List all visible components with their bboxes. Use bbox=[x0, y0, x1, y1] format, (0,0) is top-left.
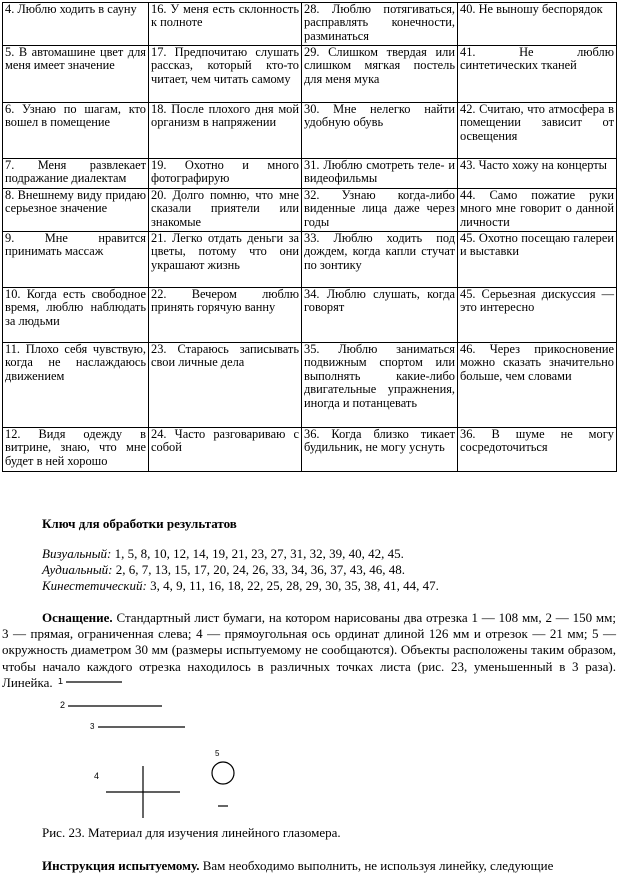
table-cell: 44. Само пожатие руки много мне говорит о данной личности bbox=[458, 189, 617, 232]
table-row bbox=[3, 3, 617, 46]
table-row bbox=[3, 159, 617, 189]
equipment-label: Оснащение. bbox=[42, 610, 113, 625]
table-cell: 30. Мне нелегко найти удобную обувь bbox=[302, 103, 458, 159]
table-cell: 12. Видя одежду в витрине, знаю, что мне будет в ней хорошо bbox=[3, 428, 149, 472]
table-cell: 6. Узнаю по шагам, кто вошел в помещение bbox=[3, 103, 149, 159]
figure-label-4: 4 bbox=[94, 771, 100, 781]
table-cell: 33. Люблю ходить под дождем, когда капли стучат по зонтику bbox=[302, 232, 458, 288]
table-cell: 4. Люблю ходить в сауну bbox=[3, 3, 149, 46]
table-cell: 11. Плохо себя чувствую, когда не наслаждаюсь движением bbox=[3, 343, 149, 428]
instruction-label: Инструкция испытуемому. bbox=[42, 858, 200, 873]
key-audial bbox=[42, 562, 602, 578]
table-cell: 7. Меня развлекает подражание диалектам bbox=[3, 159, 149, 189]
table-cell: 21. Легко отдать деньги за цветы, потому что они украшают жизнь bbox=[149, 232, 302, 288]
table-row bbox=[3, 232, 617, 288]
table-cell: 16. У меня есть склонность к полноте bbox=[149, 3, 302, 46]
circle-5 bbox=[212, 762, 234, 784]
figure-label-2: 2 bbox=[60, 700, 66, 710]
table-cell: 41. Не люблю синтетических тканей bbox=[458, 46, 617, 103]
figure-label-3: 3 bbox=[90, 722, 95, 731]
table-cell: 35. Люблю заниматься подвижным спортом или выполнять какие-либо двигательные упражнения, иногда и потанцевать bbox=[302, 343, 458, 428]
figure-23 bbox=[30, 678, 270, 828]
table-cell: 43. Часто хожу на концерты bbox=[458, 159, 617, 189]
key-kinesthetic-label: Кинестетический: bbox=[42, 578, 147, 593]
table-cell: 32. Узнаю когда-либо виденные лица даже через годы bbox=[302, 189, 458, 232]
key-visual-label: Визуальный: bbox=[42, 546, 112, 561]
table-cell: 22. Вечером люблю принять горячую ванну bbox=[149, 288, 302, 343]
table-cell: 19. Охотно и много фотографирую bbox=[149, 159, 302, 189]
table-cell: 8. Внешнему виду придаю серьезное значение bbox=[3, 189, 149, 232]
table-cell: 45. Охотно посещаю галереи и выставки bbox=[458, 232, 617, 288]
key-audial-label: Аудиальный: bbox=[42, 562, 113, 577]
figure-caption: Рис. 23. Материал для изучения линейного глазомера. bbox=[42, 825, 341, 840]
key-visual bbox=[42, 546, 602, 562]
table-row bbox=[3, 189, 617, 232]
table-cell: 9. Мне нравится принимать массаж bbox=[3, 232, 149, 288]
key-kinesthetic bbox=[42, 578, 602, 594]
table-cell: 40. Не выношу беспорядок bbox=[458, 3, 617, 46]
table-cell: 42. Считаю, что атмосфера в помещении зависит от освещения bbox=[458, 103, 617, 159]
key-visual-values: 1, 5, 8, 10, 12, 14, 19, 21, 23, 27, 31, 32, 39, 40, 42, 45. bbox=[114, 546, 404, 561]
table-row bbox=[3, 103, 617, 159]
table-row bbox=[3, 343, 617, 428]
table-cell: 17. Предпочитаю слушать рассказ, который кто-то читает, чем читать самому bbox=[149, 46, 302, 103]
table-cell: 24. Часто разговариваю с собой bbox=[149, 428, 302, 472]
table-cell: 10. Когда есть свободное время, люблю наблюдать за людьми bbox=[3, 288, 149, 343]
instruction-paragraph bbox=[2, 858, 616, 874]
table-cell: 46. Через прикосновение можно сказать значительно больше, чем словами bbox=[458, 343, 617, 428]
instruction-text: Вам необходимо выполнить, не используя линейку, следующие bbox=[202, 858, 554, 873]
figure-label-1: 1 bbox=[58, 678, 64, 686]
table-cell: 36. В шуме не могу сосредоточиться bbox=[458, 428, 617, 472]
key-kinesthetic-values: 3, 4, 9, 11, 16, 18, 22, 25, 28, 29, 30, 35, 38, 41, 44, 47. bbox=[150, 578, 439, 593]
table-cell: 5. В автомашине цвет для меня имеет значение bbox=[3, 46, 149, 103]
table-cell: 18. После плохого дня мой организм в напряжении bbox=[149, 103, 302, 159]
equipment-text: Стандартный лист бумаги, на котором нарисованы два отрезка 1 — 108 мм, 2 — 150 мм; 3 — прямая, ограниченная слева; 4 — прямоугольная ось ординат длиной 126 мм и отрезок — 21 мм; 5 — окружность диаметром 30 мм (размеры испытуемому не сообщаются). Объекты расположены таким образом, чтобы начало каждого отрезка находилось в различных точках листа (рис. 23, уменьшенный в 3 раза). Линейка. bbox=[2, 610, 616, 690]
questionnaire-table bbox=[2, 2, 617, 472]
table-cell: 36. Когда близко тикает будильник, не могу уснуть bbox=[302, 428, 458, 472]
table-row bbox=[3, 428, 617, 472]
table-cell: 23. Стараюсь записывать свои личные дела bbox=[149, 343, 302, 428]
table-cell: 34. Люблю слушать, когда говорят bbox=[302, 288, 458, 343]
results-key bbox=[42, 516, 602, 594]
key-audial-values: 2, 6, 7, 13, 15, 17, 20, 24, 26, 33, 34, 36, 37, 43, 46, 48. bbox=[115, 562, 405, 577]
figure-label-5: 5 bbox=[215, 749, 220, 758]
key-title: Ключ для обработки результатов bbox=[42, 516, 237, 531]
table-cell: 28. Люблю потягиваться, расправлять конечности, разминаться bbox=[302, 3, 458, 46]
table-cell: 29. Слишком твердая или слишком мягкая постель для меня мука bbox=[302, 46, 458, 103]
table-row bbox=[3, 46, 617, 103]
table-cell: 31. Люблю смотреть теле- и видеофильмы bbox=[302, 159, 458, 189]
table-cell: 45. Серьезная дискуссия — это интересно bbox=[458, 288, 617, 343]
table-cell: 20. Долго помню, что мне сказали приятели или знакомые bbox=[149, 189, 302, 232]
table-row bbox=[3, 288, 617, 343]
